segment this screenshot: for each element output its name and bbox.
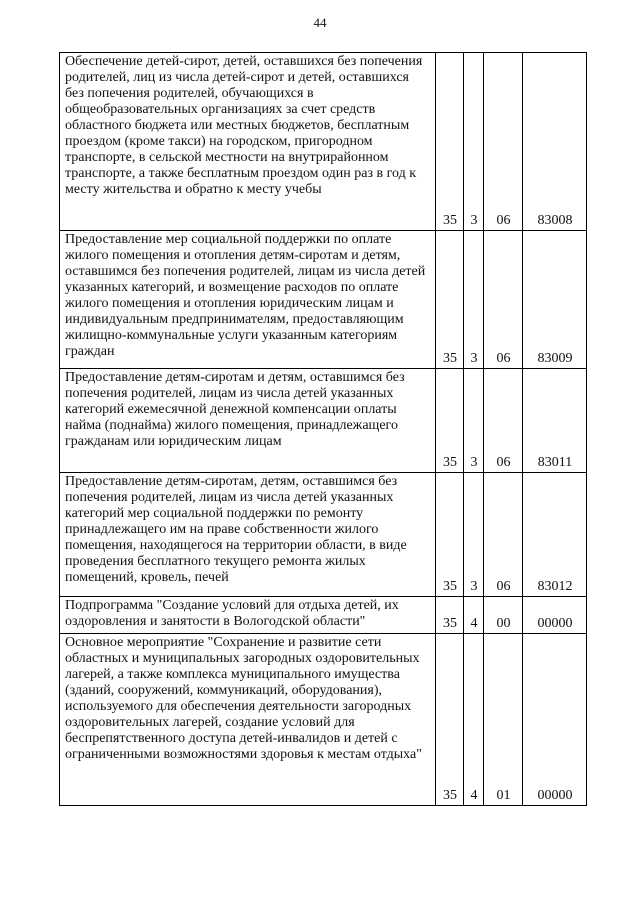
code-col1: 35 (436, 53, 464, 231)
code-col1: 35 (436, 597, 464, 634)
code-col1: 35 (436, 473, 464, 597)
code-col1: 35 (436, 369, 464, 473)
code-col3: 06 (484, 473, 523, 597)
code-col2: 4 (464, 597, 484, 634)
code-col3: 06 (484, 53, 523, 231)
code-col4: 83011 (523, 369, 587, 473)
code-col4: 00000 (523, 597, 587, 634)
row-description: Подпрограмма "Создание условий для отдыха детей, их оздоровления и занятости в Вологодской области" (60, 597, 436, 634)
table-row (60, 597, 587, 634)
code-col4: 00000 (523, 634, 587, 806)
page-number: 44 (313, 15, 327, 30)
table-row (60, 634, 587, 806)
code-col3: 06 (484, 369, 523, 473)
table-row (60, 369, 587, 473)
code-col1: 35 (436, 231, 464, 369)
code-col3: 01 (484, 634, 523, 806)
code-col4: 83008 (523, 53, 587, 231)
row-description: Предоставление детям-сиротам и детям, оставшимся без попечения родителей, лицам из числа детей указанных категорий ежемесячной денежной компенсации оплаты найма (поднайма) жилого помещения, принадлежащего гражданам или юридическим лицам (60, 369, 436, 473)
table-row (60, 53, 587, 231)
code-col2: 3 (464, 53, 484, 231)
code-col2: 4 (464, 634, 484, 806)
row-description: Предоставление детям-сиротам, детям, оставшимся без попечения родителей, лицам из числа детей указанных категорий мер социальной поддержки по ремонту принадлежащего им на праве собственности жилого помещения, находящегося на территории области, в виде проведения бесплатного текущего ремонта жилых помещений, кровель, печей (60, 473, 436, 597)
budget-table (59, 52, 587, 806)
code-col4: 83012 (523, 473, 587, 597)
code-col4: 83009 (523, 231, 587, 369)
table-row (60, 473, 587, 597)
code-col2: 3 (464, 473, 484, 597)
code-col2: 3 (464, 369, 484, 473)
row-description: Обеспечение детей-сирот, детей, оставшихся без попечения родителей, лиц из числа детей-сирот и детей, оставшихся без попечения родителей, обучающихся в общеобразовательных организациях за счет средств областного бюджета или местных бюджетов, бесплатным проездом (кроме такси) на городском, пригородном транспорте, в сельской местности на внутрирайонном транспорте, а также бесплатным проездом один раз в год к месту жительства и обратно к месту учебы (60, 53, 436, 231)
code-col3: 06 (484, 231, 523, 369)
code-col2: 3 (464, 231, 484, 369)
code-col3: 00 (484, 597, 523, 634)
code-col1: 35 (436, 634, 464, 806)
row-description: Предоставление мер социальной поддержки по оплате жилого помещения и отопления детям-сиротам и детям, оставшимся без попечения родителей, лицам из числа детей указанных категорий, и возмещение расходов по оплате жилого помещения и отопления юридическим лицам и индивидуальным предпринимателям, предоставляющим жилищно-коммунальные услуги указанным категориям граждан (60, 231, 436, 369)
table-row (60, 231, 587, 369)
row-description: Основное мероприятие "Сохранение и развитие сети областных и муниципальных загородных оздоровительных лагерей, а также комплекса муниципального имущества (зданий, сооружений, коммуникаций, оборудования), используемого для обеспечения деятельности загородных оздоровительных лагерей, создание условий для беспрепятственного доступа детей-инвалидов и детей с ограниченными возможностями здоровья к местам отдыха" (60, 634, 436, 806)
